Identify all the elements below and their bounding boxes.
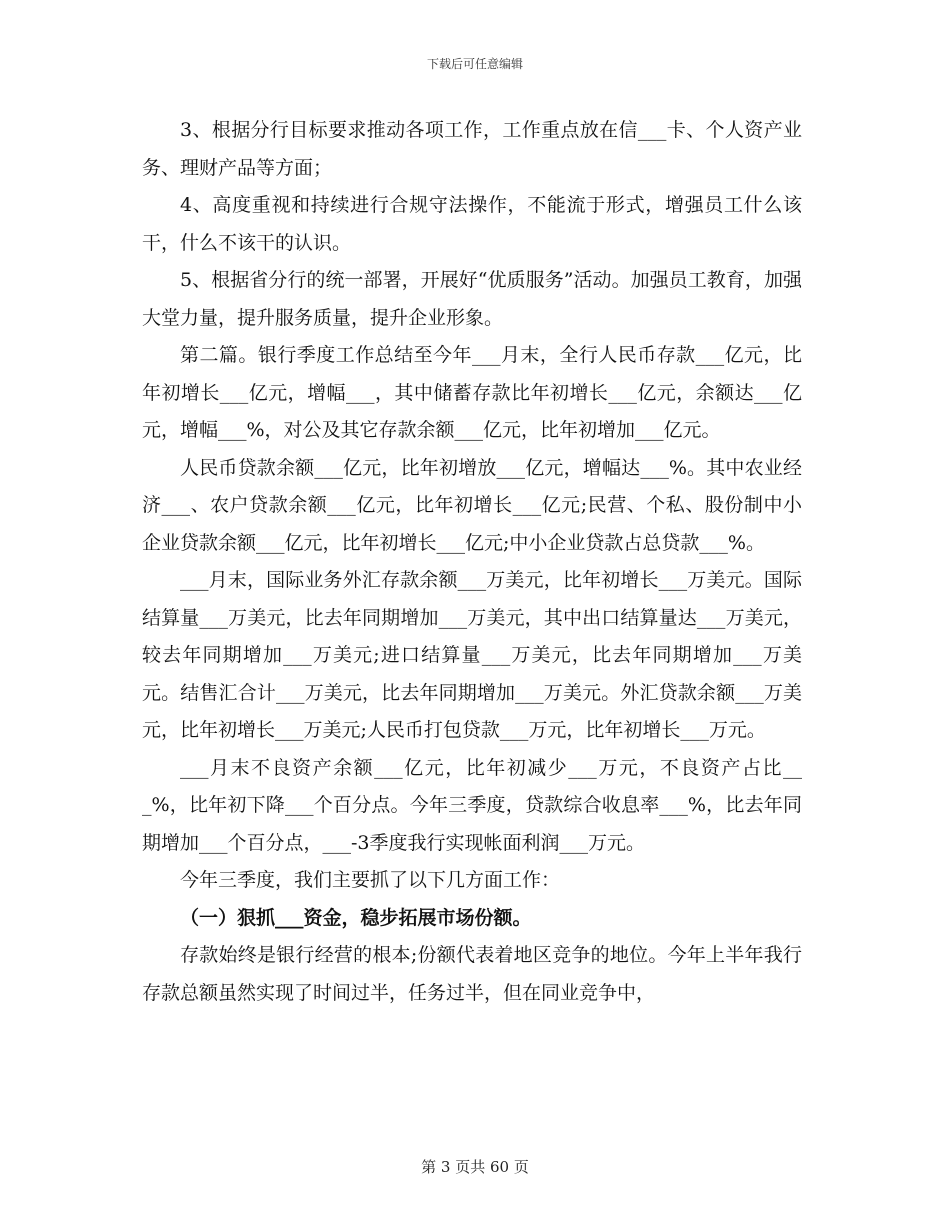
page-header: 下载后可任意编辑 (426, 57, 523, 71)
paragraph: 4、高度重视和持续进行合规守法操作，不能流于形式，增强员工什么该干，什么不该干的认识。 (142, 194, 802, 254)
paragraph: 5、根据省分行的统一部署，开展好“优质服务”活动。加强员工教育，加强大堂力量，提升服务质量，提升企业形象。 (142, 269, 802, 329)
paragraph: 存款始终是银行经营的根本;份额代表着地区竞争的地位。今年上半年我行存款总额虽然实现了时间过半，任务过半，但在同业竞争中， (142, 944, 802, 1004)
paragraph: ___月末不良资产余额___亿元，比年初减少___万元，不良资产占比___%，比年初下降___个百分点。今年三季度，贷款综合收息率___%，比去年同期增加___个百分点，___-3季度我行实现帐面利润___万元。 (142, 756, 802, 854)
paragraph: ___月末，国际业务外汇存款余额___万美元，比年初增长___万美元。国际结算量___万美元，比去年同期增加___万美元，其中出口结算量达___万美元，较去年同期增加___万美元;进口结算量___万美元，比去年同期增加___万美元。结售汇合计___万美元，比去年同期增加___万美元。外汇贷款余额___万美元，比年初增长___万美元;人民币打包贷款___万元，比年初增长___万元。 (142, 569, 802, 741)
paragraph: 第二篇。银行季度工作总结至今年___月末，全行人民币存款___亿元，比年初增长___亿元，增幅___，其中储蓄存款比年初增长___亿元，余额达___亿元，增幅___%，对公及其它存款余额___亿元，比年初增加___亿元。 (142, 344, 802, 441)
document-body (142, 112, 802, 1012)
page-number: 第 3 页共 60 页 (421, 1158, 529, 1176)
paragraph: 3、根据分行目标要求推动各项工作，工作重点放在信___卡、个人资产业务、理财产品等方面； (142, 119, 802, 179)
paragraph: 人民币贷款余额___亿元，比年初增放___亿元，增幅达___%。其中农业经济___、农户贷款余额___亿元，比年初增长___亿元;民营、个私、股份制中小企业贷款余额___亿元，比年初增长___亿元;中小企业贷款占总贷款___%。 (142, 456, 802, 554)
section-heading: （一）狠抓___资金，稳步拓展市场份额。 (180, 906, 532, 929)
paragraph: 今年三季度，我们主要抓了以下几方面工作： (180, 869, 561, 891)
